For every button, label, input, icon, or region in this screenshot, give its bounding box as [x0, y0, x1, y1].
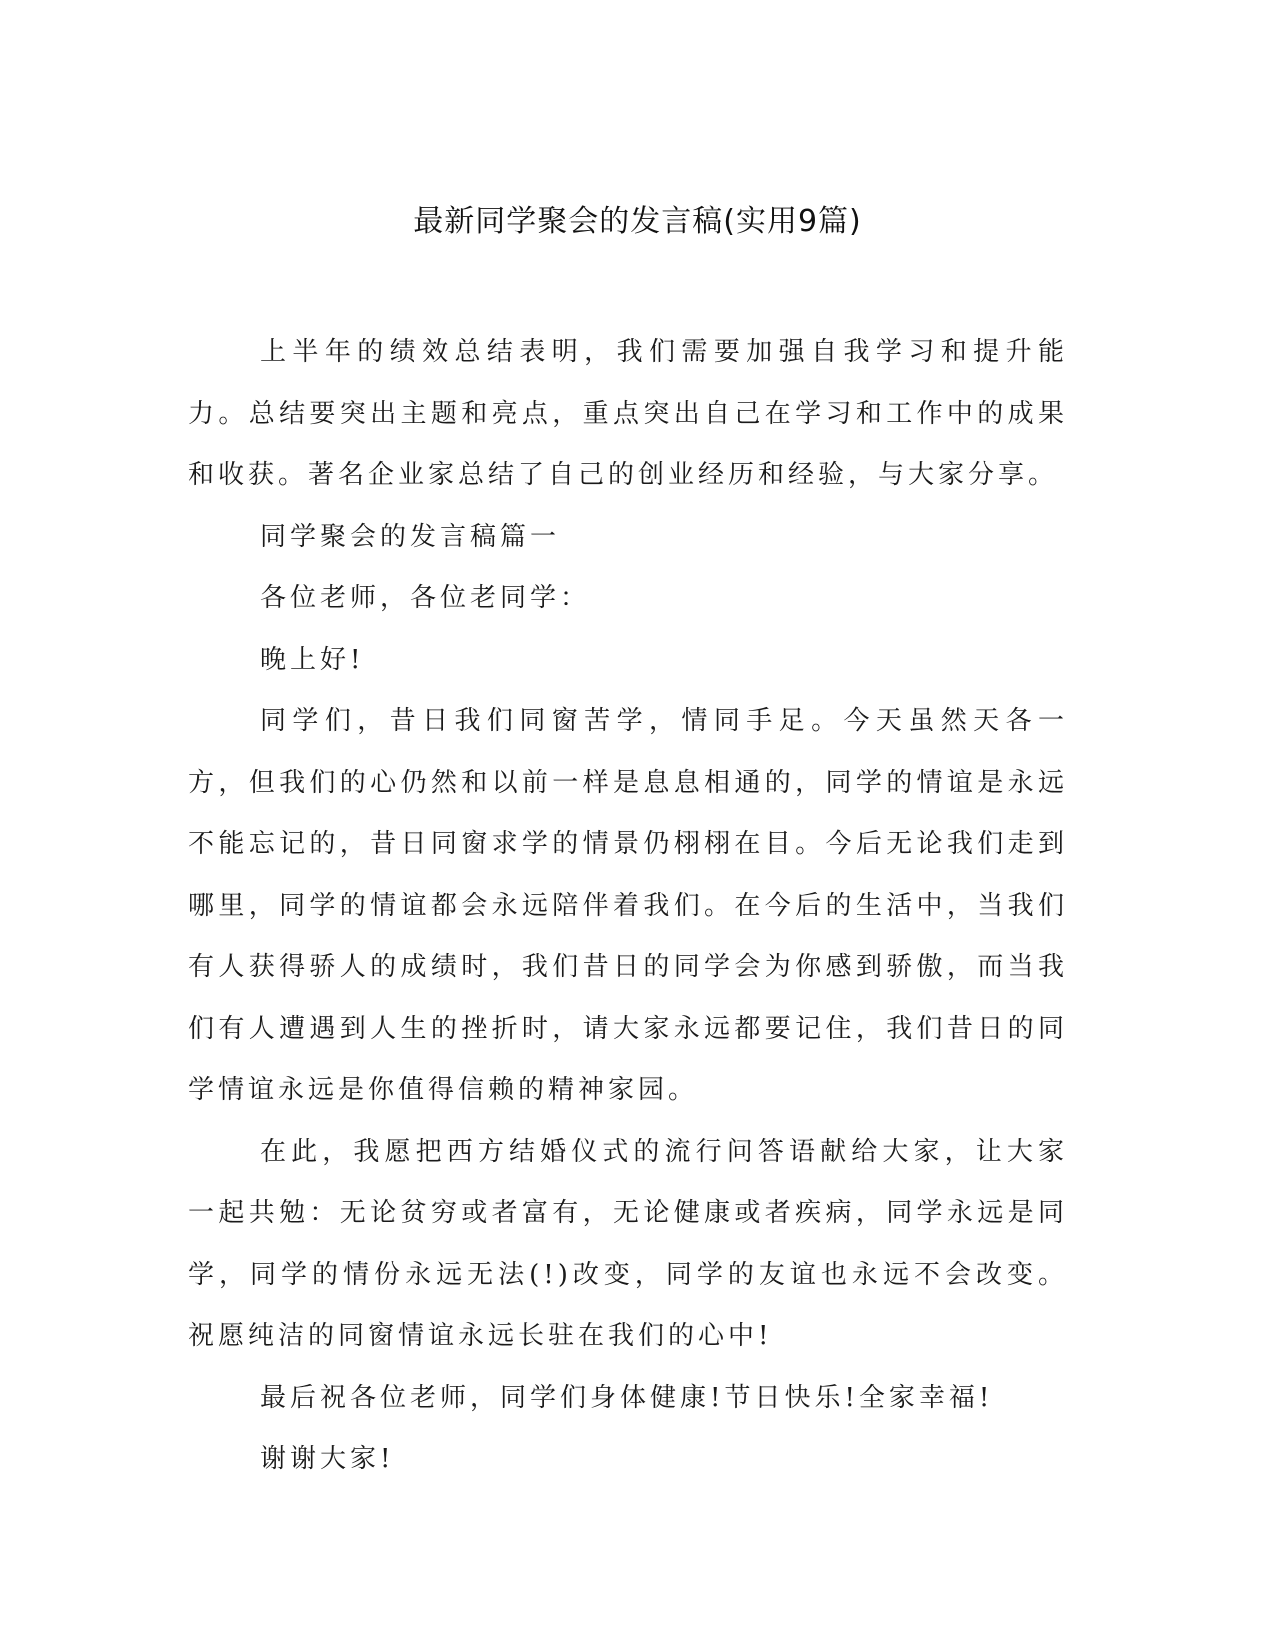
thanks-line: 谢谢大家! — [260, 1444, 395, 1474]
body-paragraph: 同学们，昔日我们同窗苦学，情同手足。今天虽然天各一方，但我们的心仍然和以前一样是息息相通的，同学的情谊是永远不能忘记的，昔日同窗求学的情景仍栩栩在目。今后无论我们走到哪里，同学的情谊都会永远陪伴着我们。在今后的生活中，当我们有人获得骄人的成绩时，我们昔日的同学会为你感到骄傲，而当我们有人遭遇到人生的挫折时，请大家永远都要记住，我们昔日的同学情谊永远是你值得信赖的精神家园。 — [188, 706, 1068, 1105]
salutation: 各位老师，各位老同学： — [260, 583, 591, 613]
greeting: 晚上好! — [260, 644, 365, 675]
body-paragraph: 在此，我愿把西方结婚仪式的流行问答语献给大家，让大家一起共勉：无论贫穷或者富有，无论健康或者疾病，同学永远是同学，同学的情份永远无法(!)改变，同学的友谊也永远不会改变。祝愿纯洁的同窗情谊永远长驻在我们的心中! — [188, 1136, 1068, 1351]
document-body — [188, 322, 1068, 1491]
section-heading: 同学聚会的发言稿篇一 — [260, 521, 561, 552]
closing-wishes: 最后祝各位老师，同学们身体健康!节日快乐!全家幸福! — [260, 1382, 994, 1413]
intro-paragraph: 上半年的绩效总结表明，我们需要加强自我学习和提升能力。总结要突出主题和亮点，重点突出自己在学习和工作中的成果和收获。著名企业家总结了自己的创业经历和经验，与大家分享。 — [188, 337, 1068, 490]
document-title: 最新同学聚会的发言稿(实用9篇) — [413, 204, 862, 239]
